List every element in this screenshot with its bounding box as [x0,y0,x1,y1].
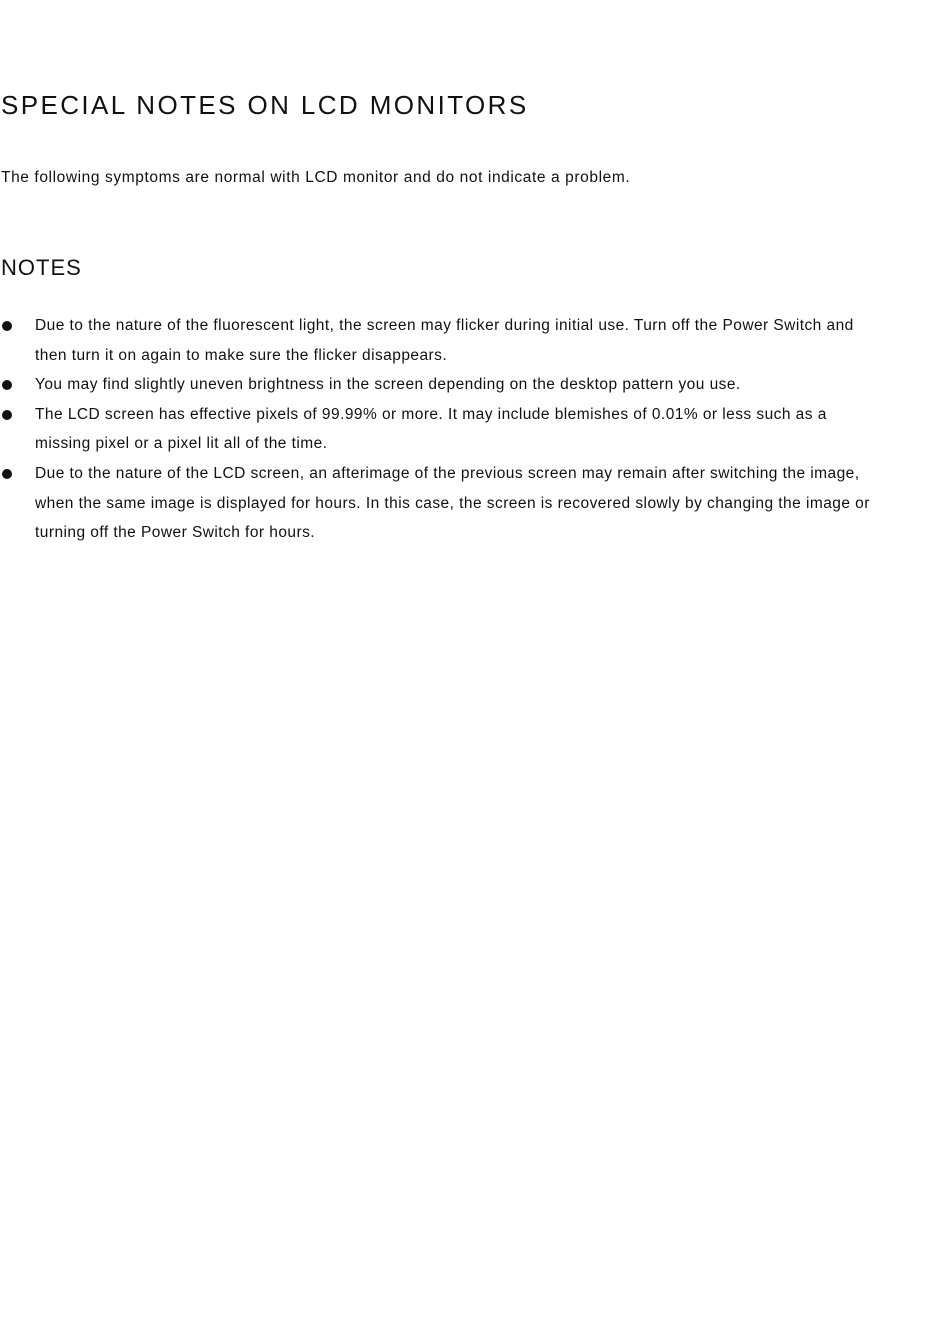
bullet-icon [2,410,12,420]
notes-list [0,311,870,548]
note-item [0,370,870,400]
note-item [0,459,870,548]
note-text: You may find slightly uneven brightness in the screen depending on the desktop pattern you use. [35,376,741,394]
note-text: Due to the nature of the LCD screen, an afterimage of the previous screen may remain after switching the image, when the same image is displayed for hours. In this case, the screen is recovered slowly by changing the image or turning off the Power Switch for hours. [35,464,870,542]
bullet-icon [2,380,12,390]
bullet-icon [2,469,12,479]
note-text: Due to the nature of the fluorescent light, the screen may flicker during initial use. Turn off the Power Switch and then turn it on again to make sure the flicker disappears. [35,317,854,364]
note-text: The LCD screen has effective pixels of 99.99% or more. It may include blemishes of 0.01% or less such as a missing pixel or a pixel lit all of the time. [35,405,827,453]
notes-heading: NOTES [1,255,82,280]
note-item [0,400,870,459]
bullet-icon [2,321,12,331]
intro-text: The following symptoms are normal with LCD monitor and do not indicate a problem. [1,169,631,186]
note-item [0,311,870,370]
page-title: SPECIAL NOTES ON LCD MONITORS [1,90,529,120]
